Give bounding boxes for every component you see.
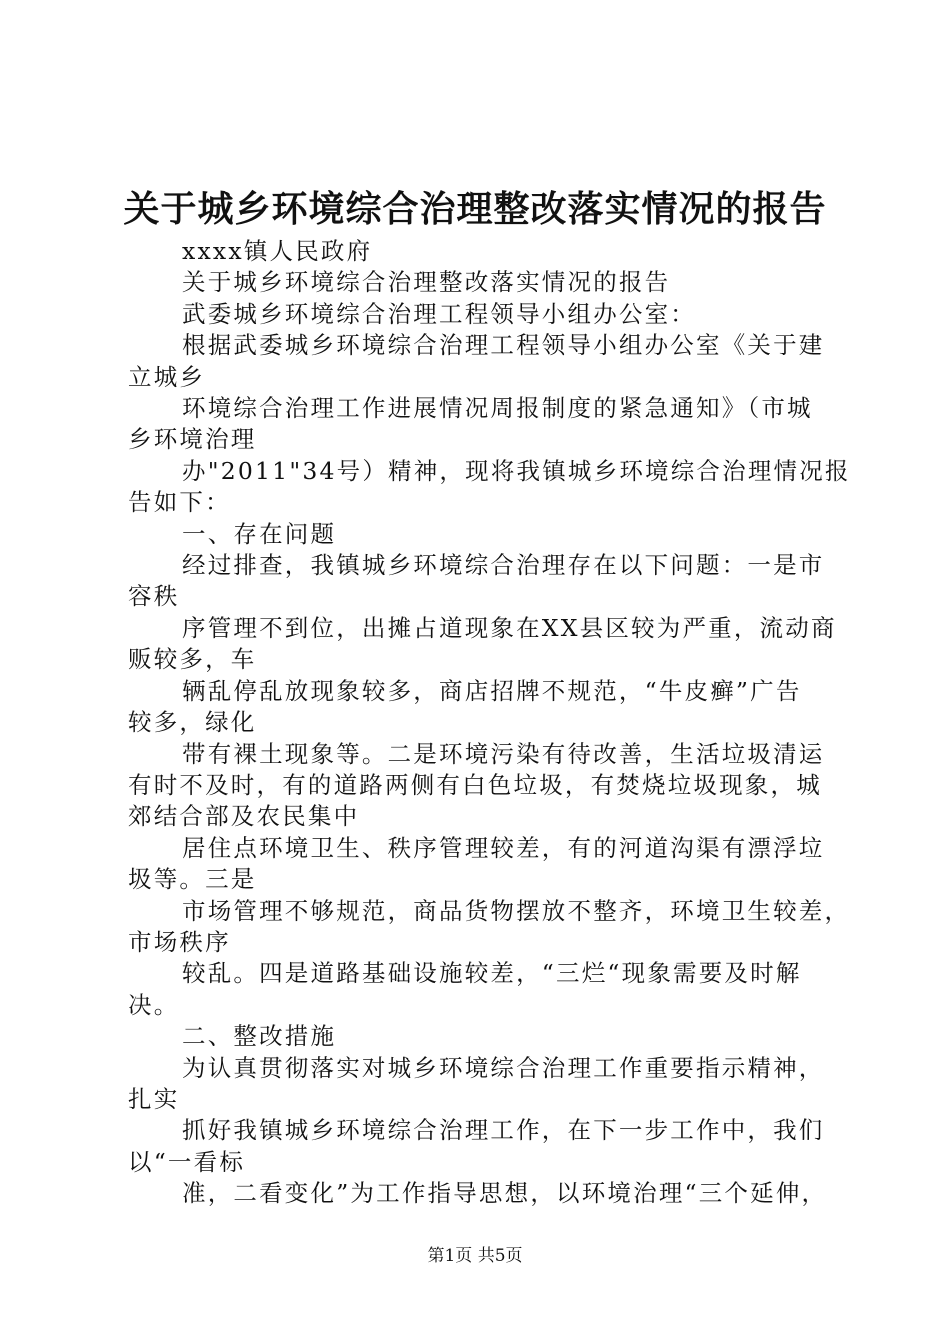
- body-line: 乡环境治理: [128, 425, 257, 454]
- body-line: 市场管理不够规范，商品货物摆放不整齐，环境卫生较差，: [182, 896, 851, 925]
- body-line: 立城乡: [128, 362, 206, 391]
- section-heading: 一、存在问题: [182, 519, 337, 548]
- body-line: 关于城乡环境综合治理整改落实情况的报告: [182, 268, 671, 297]
- body-line: 贩较多，车: [128, 645, 257, 674]
- body-line: 辆乱停乱放现象较多，商店招牌不规范，“牛皮癣”广告: [182, 676, 802, 705]
- body-line: 较多，绿化: [128, 708, 257, 737]
- body-line: 办"2011"34号）精神，现将我镇城乡环境综合治理情况报: [182, 456, 851, 485]
- body-line: 抓好我镇城乡环境综合治理工作，在下一步工作中，我们: [182, 1116, 825, 1145]
- page-footer: 第1页 共5页: [427, 1246, 523, 1266]
- body-line: 经过排查，我镇城乡环境综合治理存在以下问题：一是市: [182, 551, 825, 580]
- body-line: 决。: [128, 990, 180, 1019]
- document-title: 关于城乡环境综合治理整改落实情况的报告: [123, 188, 827, 230]
- body-line: 带有裸土现象等。二是环境污染有待改善，生活垃圾清运: [182, 739, 825, 768]
- body-line: 告如下：: [128, 488, 231, 517]
- body-line: 郊结合部及农民集中: [128, 802, 360, 831]
- body-line: xxxx镇人民政府: [182, 237, 373, 265]
- body-line: 环境综合治理工作进展情况周报制度的紧急通知》（市城: [182, 394, 813, 423]
- body-line: 武委城乡环境综合治理工程领导小组办公室：: [182, 299, 696, 328]
- body-line: 有时不及时，有的道路两侧有白色垃圾，有焚烧垃圾现象，城: [128, 770, 822, 799]
- body-line: 市场秩序: [128, 927, 231, 956]
- body-line: 为认真贯彻落实对城乡环境综合治理工作重要指示精神，: [182, 1053, 825, 1082]
- section-heading: 二、整改措施: [182, 1022, 337, 1051]
- body-line: 以“一看标: [128, 1147, 246, 1176]
- body-line: 较乱。四是道路基础设施较差，“三烂“现象需要及时解: [182, 959, 802, 988]
- body-line: 序管理不到位，出摊占道现象在XX县区较为严重，流动商: [182, 613, 837, 642]
- body-line: 准，二看变化”为工作指导思想，以环境治理“三个延伸，: [182, 1179, 828, 1208]
- body-line: 居住点环境卫生、秩序管理较差，有的河道沟渠有漂浮垃: [182, 833, 825, 862]
- body-line: 根据武委城乡环境综合治理工程领导小组办公室《关于建: [182, 331, 825, 360]
- body-line: 容秩: [128, 582, 180, 611]
- body-line: 圾等。三是: [128, 865, 257, 894]
- body-line: 扎实: [128, 1084, 180, 1113]
- document-body: [128, 236, 851, 1210]
